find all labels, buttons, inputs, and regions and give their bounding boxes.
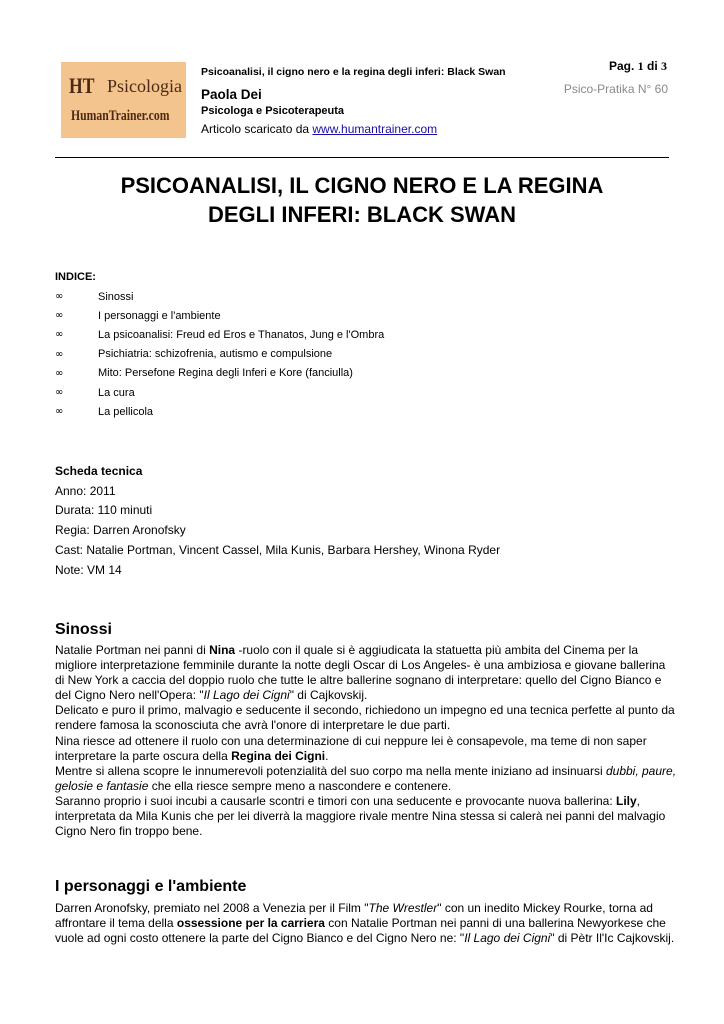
personaggi-paragraph — [55, 901, 677, 946]
header-author: Paola Dei — [201, 87, 262, 102]
header-author-role: Psicologa e Psicoterapeuta — [201, 105, 345, 117]
indice-item-label: I personaggi e l'ambiente — [98, 309, 221, 322]
sinossi-body — [55, 643, 677, 839]
infinity-bullet-icon: ∞ — [55, 291, 64, 303]
infinity-bullet-icon: ∞ — [55, 367, 64, 379]
text-run: " con un inedito Mickey Rourke, torna ad affrontare il tema della — [55, 901, 653, 931]
sinossi-paragraph — [55, 794, 677, 839]
section-heading-sinossi: Sinossi — [55, 621, 112, 638]
indice-item-label: La pellicola — [98, 405, 154, 418]
page-label: Pag. — [608, 59, 635, 73]
indice-item[interactable] — [55, 364, 384, 383]
logo-brand: HumanTrainer.com — [71, 108, 170, 124]
section-heading-personaggi: I personaggi e l'ambiente — [55, 878, 247, 895]
text-bold: ossessione per la carriera — [176, 916, 325, 931]
text-run: " di Pètr Il'Ic Cajkovskij. — [550, 931, 675, 946]
text-italic: The Wrestler — [368, 901, 438, 915]
text-run: che ella riesce sempre meno a nascondere e contenere. — [148, 778, 452, 793]
indice-item[interactable] — [55, 345, 384, 364]
header-download-line — [201, 122, 437, 136]
scheda-heading: Scheda tecnica — [55, 464, 143, 478]
infinity-bullet-icon: ∞ — [55, 348, 64, 360]
indice-list — [55, 287, 384, 421]
infinity-bullet-icon: ∞ — [55, 406, 64, 418]
infinity-bullet-icon: ∞ — [55, 387, 64, 399]
page-title-line-1: PSICOANALISI, IL CIGNO NERO E LA REGINA — [120, 173, 604, 198]
download-prefix: Articolo scaricato da — [201, 122, 313, 136]
text-italic: Il Lago dei Cigni — [203, 688, 290, 703]
header-divider — [55, 157, 669, 158]
page-of: di — [646, 59, 658, 73]
page-title-line-2: DEGLI INFERI: BLACK SWAN — [208, 202, 516, 227]
indice-item-label: Sinossi — [98, 290, 134, 303]
logo-ht: HT — [69, 73, 95, 98]
scheda-regia: Regia: Darren Aronofsky — [55, 523, 186, 538]
text-run: con Natalie Portman nei panni di una ballerina Newyorkese che vuole ad ogni costo ottenere la parte del Cigno Bianco e del Cigno Nero ne: " — [55, 916, 666, 946]
text-run: Natalie Portman nei panni di — [55, 643, 210, 657]
indice-item[interactable] — [55, 325, 384, 344]
text-run: Nina riesce ad ottenere il ruolo con una determinazione di cui neppure lei è consapevole, ma teme di non saper interpretare la parte oscura della — [55, 733, 647, 763]
indice-item[interactable] — [55, 402, 384, 421]
page-title — [55, 171, 669, 229]
indice-item-label: La psicoanalisi: Freud ed Eros e Thanatos, Jung e l'Ombra — [98, 328, 385, 341]
issue-number: Psico-Pratika N° 60 — [563, 82, 668, 96]
indice-item-label: Mito: Persefone Regina degli Inferi e Kore (fanciulla) — [98, 367, 353, 380]
text-run: -ruolo con il quale si è aggiudicata la statuetta più ambita del Cinema per la migliore interpretazione femminile durante la notte degli Oscar di Los Angeles- è una ambiziosa e giovane ballerina di New York a caccia del doppio ruolo che tutte le altre ballerine sognano di interpretare: quello del Cigno Bianco e del Cigno Nero nell'Opera: " — [55, 643, 666, 703]
indice-heading: INDICE: — [55, 271, 96, 283]
infinity-bullet-icon: ∞ — [55, 329, 64, 341]
scheda-cast: Cast: Natalie Portman, Vincent Cassel, Mila Kunis, Barbara Hershey, Winona Ryder — [55, 542, 501, 557]
indice-item[interactable] — [55, 383, 384, 402]
scheda-durata: Durata: 110 minuti — [55, 503, 153, 518]
page-current: 1 — [637, 59, 644, 73]
sinossi-paragraph: Delicato e puro il primo, malvagio e seducente il secondo, richiedono un impegno ed una tecnica perfette al punto da rendere famosa la sconosciuta che avrà l'onore di interpretare le due parti. — [55, 703, 675, 733]
personaggi-body — [55, 901, 677, 946]
text-run: Saranno proprio i suoi incubi a causarle scontri e timori con una seducente e provocante nuova ballerina: — [55, 793, 616, 808]
humantrainer-logo — [61, 62, 186, 138]
text-run: , interpretata da Mila Kunis che per lei diverrà la maggiore rivale mentre Nina stessa si calerà nei panni del malvagio Cigno Nero fin troppo bene. — [55, 793, 666, 839]
text-run: Darren Aronofsky, premiato nel 2008 a Venezia per il Film " — [55, 901, 369, 915]
infinity-bullet-icon: ∞ — [55, 310, 64, 322]
indice-item[interactable] — [55, 287, 384, 306]
scheda-tecnica — [55, 462, 500, 580]
logo-psicologia: Psicologia — [107, 76, 182, 96]
page-total: 3 — [661, 59, 667, 73]
page-number — [609, 59, 667, 74]
text-italic: Il Lago dei Cigni — [464, 931, 551, 946]
indice-item-label: Psichiatria: schizofrenia, autismo e compulsione — [98, 348, 333, 361]
sinossi-paragraph — [55, 734, 677, 764]
sinossi-paragraph — [55, 643, 677, 703]
indice-item-label: La cura — [98, 386, 135, 399]
text-run: . — [325, 748, 329, 763]
humantrainer-link[interactable]: www.humantrainer.com — [312, 122, 438, 136]
text-bold: Regina dei Cigni — [231, 748, 326, 763]
text-bold: Lily — [616, 793, 637, 808]
text-bold: Nina — [209, 643, 236, 657]
scheda-anno: Anno: 2011 — [55, 483, 116, 498]
text-run: Mentre si allena scopre le innumerevoli potenzialità del suo corpo ma nella mente iniziano ad insinuarsi — [55, 763, 606, 778]
scheda-note: Note: VM 14 — [55, 562, 122, 577]
indice-item[interactable] — [55, 306, 384, 325]
sinossi-paragraph — [55, 764, 677, 794]
text-run: " di Cajkovskij. — [289, 688, 368, 703]
header-article-title: Psicoanalisi, il cigno nero e la regina degli inferi: Black Swan — [201, 66, 506, 78]
text-italic: dubbi, paure, gelosie e fantasie — [55, 763, 677, 793]
